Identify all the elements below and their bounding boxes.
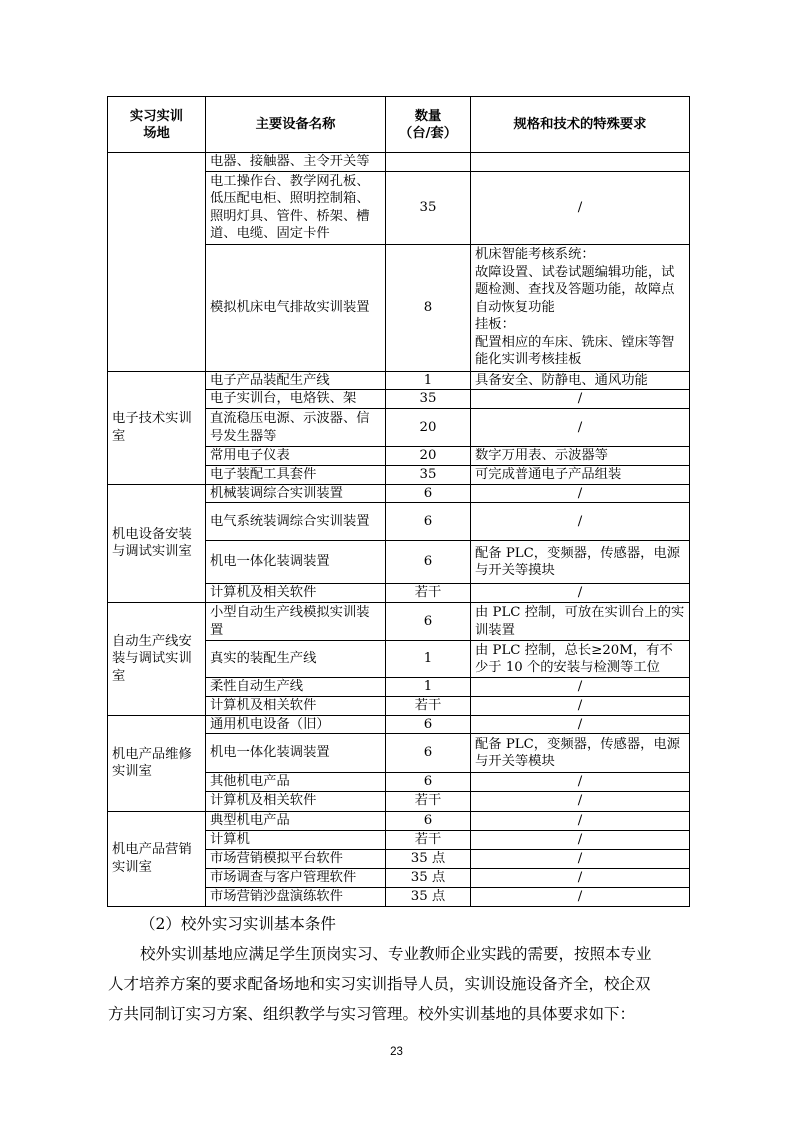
equipment-qty: 6 [386, 484, 471, 503]
venue-cell: 机电产品维修实训室 [108, 715, 206, 811]
equipment-qty: 6 [386, 715, 471, 734]
equipment-name: 市场营销沙盘演练软件 [206, 887, 386, 906]
equipment-spec: / [471, 887, 690, 906]
equipment-spec: 机床智能考核系统： 故障设置、试卷试题编辑功能，试题检测、查找及答题功能，故障点自动恢复功能 挂板： 配置相应的车床、铣床、镗床等智能化实训考核挂板 [471, 244, 690, 371]
equipment-qty: 若干 [386, 584, 471, 603]
table-row [108, 715, 690, 734]
equipment-qty: 6 [386, 541, 471, 584]
equipment-name: 其他机电产品 [206, 773, 386, 792]
venue-cell: 机电产品营销实训室 [108, 811, 206, 906]
header-spec: 规格和技术的特殊要求 [471, 97, 690, 153]
table-row [108, 153, 690, 172]
equipment-name: 机电一体化装调装置 [206, 734, 386, 773]
equipment-qty: 35 [386, 171, 471, 244]
paragraph-line: 校外实训基地应满足学生顶岗实习、专业教师企业实践的需要，按照本专业 [140, 945, 652, 963]
equipment-qty: 8 [386, 244, 471, 371]
equipment-qty: 35 [386, 465, 471, 484]
equipment-spec: / [471, 830, 690, 849]
equipment-qty: 6 [386, 603, 471, 641]
equipment-qty: 20 [386, 409, 471, 447]
equipment-spec [471, 153, 690, 172]
equipment-qty: 35 [386, 390, 471, 409]
equipment-name: 电工操作台、教学网孔板、低压配电柜、照明控制箱、照明灯具、管件、桥架、槽道、电缆、固定卡件 [206, 171, 386, 244]
equipment-name: 机械装调综合实训装置 [206, 484, 386, 503]
equipment-name: 电子实训台，电烙铁、架 [206, 390, 386, 409]
table-row [108, 371, 690, 390]
equipment-spec: / [471, 171, 690, 244]
equipment-qty: 6 [386, 503, 471, 541]
equipment-spec: / [471, 484, 690, 503]
equipment-name: 柔性自动生产线 [206, 678, 386, 697]
equipment-qty: 35 点 [386, 868, 471, 887]
equipment-name: 市场调查与客户管理软件 [206, 868, 386, 887]
equipment-name: 市场营销模拟平台软件 [206, 849, 386, 868]
header-venue: 实习实训 场地 [108, 97, 206, 153]
equipment-name: 直流稳压电源、示波器、信号发生器等 [206, 409, 386, 447]
equipment-spec: 配备 PLC，变频器，传感器，电源与开关等模块 [471, 734, 690, 773]
equipment-name: 典型机电产品 [206, 811, 386, 830]
equipment-qty [386, 153, 471, 172]
paragraph-line: 人才培养方案的要求配备场地和实习实训指导人员，实训设施设备齐全，校企双 [108, 975, 651, 993]
equipment-name: 机电一体化装调装置 [206, 541, 386, 584]
venue-cell: 自动生产线安装与调试实训室 [108, 603, 206, 716]
header-row [108, 97, 690, 153]
header-equipment: 主要设备名称 [206, 97, 386, 153]
equipment-spec: / [471, 503, 690, 541]
equipment-qty: 6 [386, 811, 471, 830]
equipment-qty: 6 [386, 773, 471, 792]
equipment-name: 计算机及相关软件 [206, 584, 386, 603]
equipment-qty: 若干 [386, 697, 471, 716]
venue-cell [108, 153, 206, 372]
equipment-qty: 20 [386, 447, 471, 466]
equipment-name: 电器、接触器、主令开关等 [206, 153, 386, 172]
equipment-qty: 1 [386, 371, 471, 390]
equipment-qty: 35 点 [386, 849, 471, 868]
equipment-qty: 1 [386, 641, 471, 678]
header-quantity: 数量 （台/套） [386, 97, 471, 153]
equipment-spec: 具备安全、防静电、通风功能 [471, 371, 690, 390]
equipment-qty: 若干 [386, 791, 471, 811]
equipment-qty: 6 [386, 734, 471, 773]
page-number: 23 [390, 1046, 403, 1058]
equipment-name: 电子装配工具套件 [206, 465, 386, 484]
equipment-spec: / [471, 791, 690, 811]
equipment-name: 计算机 [206, 830, 386, 849]
equipment-spec: / [471, 584, 690, 603]
venue-cell: 机电设备安装与调试实训室 [108, 484, 206, 603]
equipment-name: 电气系统装调综合实训装置 [206, 503, 386, 541]
paragraph-line: 方共同制订实习方案、组织教学与实习管理。校外实训基地的具体要求如下： [108, 1005, 636, 1023]
equipment-spec: 可完成普通电子产品组装 [471, 465, 690, 484]
equipment-spec: / [471, 390, 690, 409]
equipment-spec: / [471, 697, 690, 716]
equipment-name: 电子产品装配生产线 [206, 371, 386, 390]
equipment-spec: / [471, 811, 690, 830]
equipment-spec: / [471, 678, 690, 697]
equipment-name: 模拟机床电气排故实训装置 [206, 244, 386, 371]
equipment-name: 常用电子仪表 [206, 447, 386, 466]
equipment-name: 计算机及相关软件 [206, 791, 386, 811]
equipment-spec: 数字万用表、示波器等 [471, 447, 690, 466]
equipment-name: 计算机及相关软件 [206, 697, 386, 716]
equipment-spec: 由 PLC 控制，可放在实训台上的实训装置 [471, 603, 690, 641]
venue-cell: 电子技术实训室 [108, 371, 206, 484]
equipment-spec: / [471, 849, 690, 868]
equipment-spec: / [471, 773, 690, 792]
equipment-qty: 1 [386, 678, 471, 697]
equipment-spec: / [471, 715, 690, 734]
equipment-name: 通用机电设备（旧） [206, 715, 386, 734]
section-heading: （2）校外实习实训基本条件 [140, 915, 336, 933]
equipment-spec: 由 PLC 控制，总长≥20M，有不少于 10 个的安装与检测等工位 [471, 641, 690, 678]
equipment-table [107, 96, 690, 907]
table-row [108, 484, 690, 503]
equipment-qty: 若干 [386, 830, 471, 849]
table-row [108, 811, 690, 830]
equipment-spec: / [471, 409, 690, 447]
equipment-qty: 35 点 [386, 887, 471, 906]
table-row [108, 603, 690, 641]
equipment-name: 小型自动生产线模拟实训装置 [206, 603, 386, 641]
equipment-spec: 配备 PLC，变频器，传感器，电源与开关等摸块 [471, 541, 690, 584]
equipment-name: 真实的装配生产线 [206, 641, 386, 678]
equipment-spec: / [471, 868, 690, 887]
